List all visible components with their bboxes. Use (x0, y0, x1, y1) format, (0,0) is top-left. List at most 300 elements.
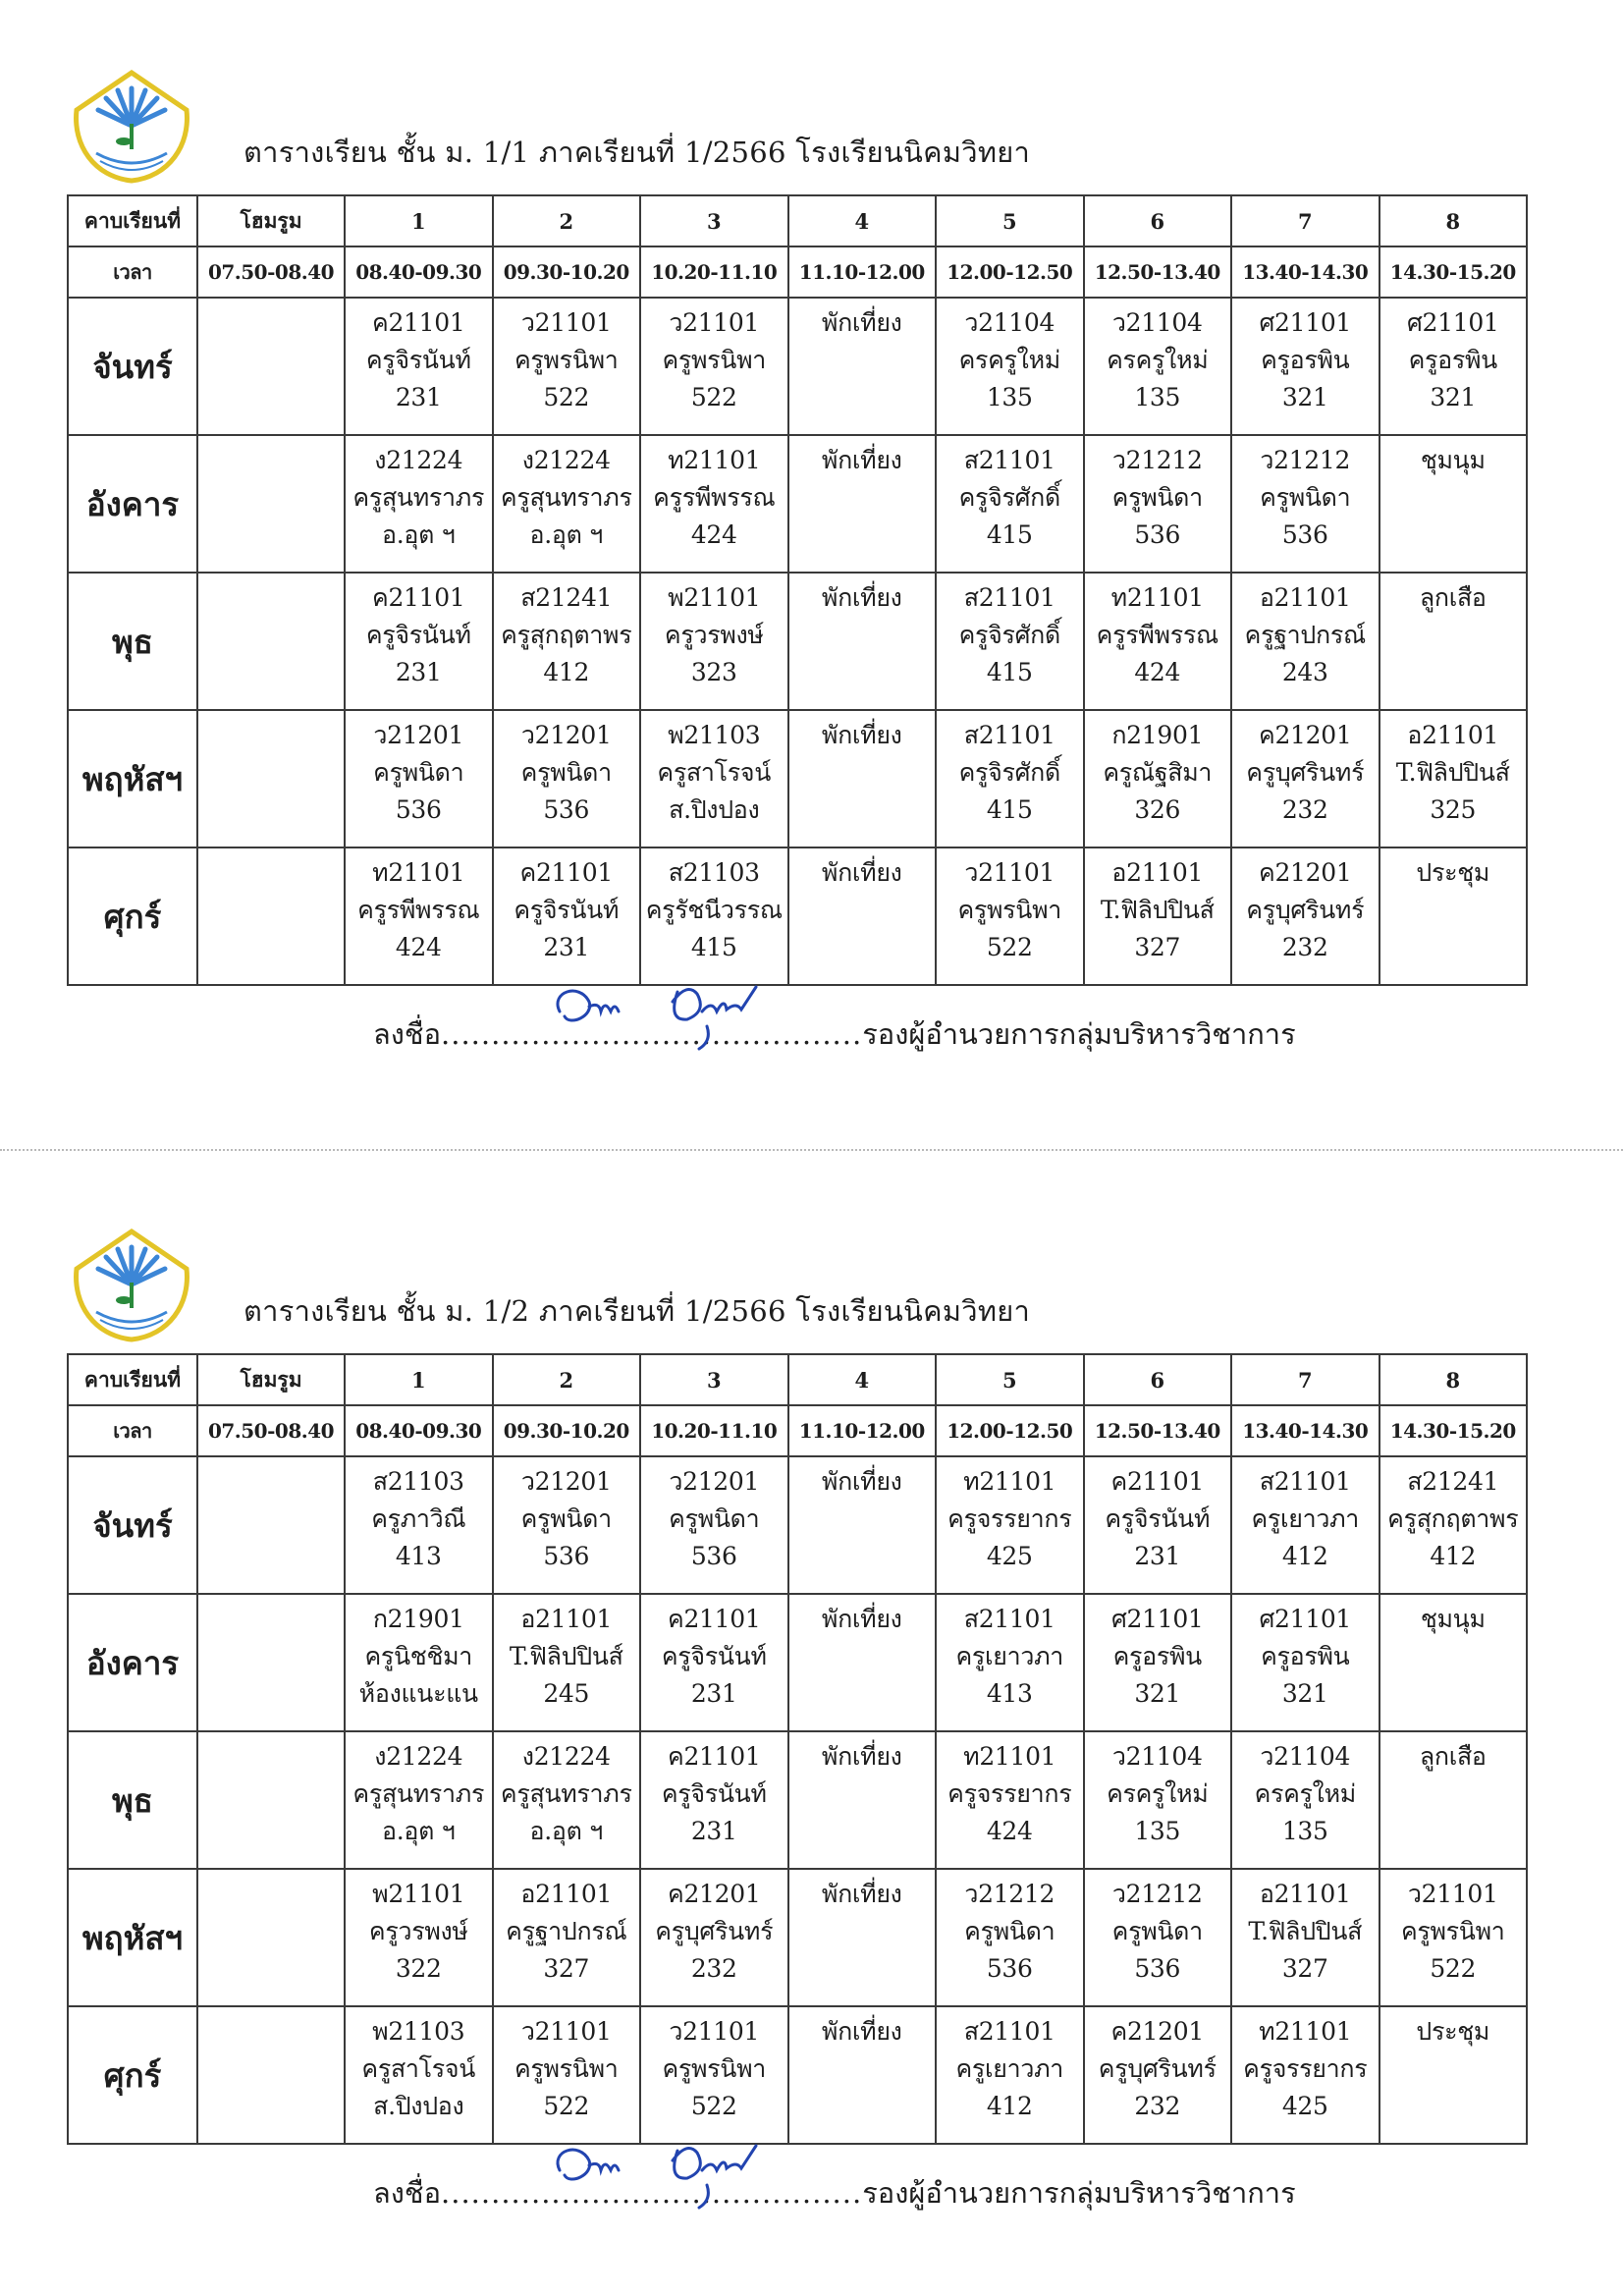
room-label: 135 (1281, 1817, 1328, 1845)
period-cell (493, 710, 641, 847)
period-time: 14.30-15.20 (1380, 1405, 1528, 1456)
subject-code: ท21101 (1110, 583, 1204, 612)
period-cell (1084, 1731, 1232, 1869)
teacher-name: ครครูใหม่ (1107, 346, 1209, 374)
period-cell (1231, 710, 1380, 847)
period-cell (936, 2006, 1084, 2144)
day-row (68, 1731, 1527, 1869)
subject-code: ว21104 (1260, 1742, 1351, 1771)
time-row (68, 246, 1527, 298)
subject-code: ค21101 (519, 858, 613, 887)
subject-code: พ21103 (668, 721, 761, 749)
page-divider (0, 1149, 1623, 1151)
homeroom-cell (197, 847, 345, 985)
homeroom-cell (197, 1456, 345, 1594)
day-row (68, 298, 1527, 435)
room-label: 231 (543, 933, 590, 961)
period-cell (788, 435, 937, 573)
room-label: 135 (1134, 1817, 1181, 1845)
schedule-title: ตารางเรียน ชั้น ม. 1/1 ภาคเรียนที่ 1/2566 โรงเรียนนิคมวิทยา (243, 136, 1031, 169)
sign-position: รองผู้อำนวยการกลุ่มบริหารวิชาการ (862, 1017, 1296, 1051)
room-label: 231 (690, 1817, 737, 1845)
teacher-name: ครูพรนิพา (514, 346, 619, 374)
period-cell (1380, 2006, 1528, 2144)
teacher-name: T.ฟิลิปปินส์ (1248, 1917, 1363, 1945)
room-label: 424 (690, 520, 737, 549)
period-cell (1084, 1869, 1232, 2006)
teacher-name: ครูจิรนันท์ (514, 896, 620, 924)
teacher-name: ครครูใหม่ (958, 346, 1060, 374)
room-label: 413 (395, 1542, 442, 1570)
subject-code: ท21101 (963, 1742, 1056, 1771)
subject-code: อ21101 (520, 1605, 613, 1633)
room-label: 415 (986, 658, 1033, 686)
room-label: 522 (543, 2092, 590, 2120)
period-cell (1380, 298, 1528, 435)
room-label: 522 (690, 383, 737, 411)
room-label: 326 (1134, 795, 1181, 824)
room-label: 413 (986, 1679, 1033, 1708)
teacher-name: ครครูใหม่ (1254, 1779, 1356, 1808)
teacher-name: ครูจิรนันท์ (661, 1779, 767, 1808)
subject-code: ท21101 (372, 858, 465, 887)
teacher-name: ครูพนิดา (373, 758, 464, 787)
teacher-name: ครูรพีพรรณ (357, 896, 480, 924)
period-cell (1380, 1594, 1528, 1731)
teacher-name: ครูอรพิน (1112, 1642, 1202, 1670)
activity-label: ชุมนุม (1420, 446, 1486, 474)
period-cell (1231, 298, 1380, 435)
period-cell (640, 710, 788, 847)
room-label: 327 (543, 1954, 590, 1983)
period-cell (788, 2006, 937, 2144)
period-cell (936, 710, 1084, 847)
room-label: 321 (1134, 1679, 1181, 1708)
period-cell (345, 298, 493, 435)
period-number: 3 (640, 1354, 788, 1405)
subject-code: ว21101 (669, 2017, 760, 2046)
room-label: ส.ปิงปอง (669, 795, 760, 824)
period-cell (640, 1456, 788, 1594)
period-cell (345, 2006, 493, 2144)
signature-line (373, 2170, 1296, 2215)
subject-code: อ21101 (1259, 1880, 1351, 1908)
subject-code: ง21224 (521, 1742, 611, 1771)
teacher-name: ครูภาวิณี (371, 1504, 466, 1533)
teacher-name: ครูรพีพรรณ (1096, 621, 1218, 649)
period-header-row (68, 195, 1527, 246)
teacher-name: ครูพรนิพา (1400, 1917, 1505, 1945)
period-header-row (68, 1354, 1527, 1405)
activity-label: พักเที่ยง (821, 858, 902, 887)
teacher-name: ครูพรนิพา (662, 2054, 767, 2083)
period-cell (1084, 298, 1232, 435)
teacher-name: ครูจิรนันท์ (365, 346, 471, 374)
room-label: 522 (690, 2092, 737, 2120)
period-cell (1231, 573, 1380, 710)
period-cell (1231, 1594, 1380, 1731)
subject-code: ท21101 (1259, 2017, 1352, 2046)
period-cell (493, 1594, 641, 1731)
period-cell (788, 1594, 937, 1731)
day-name: จันทร์ (68, 1456, 197, 1594)
teacher-name: ครูรพีพรรณ (653, 483, 776, 512)
subject-code: ศ21101 (1406, 308, 1499, 337)
subject-code: ว21104 (964, 308, 1055, 337)
period-cell (936, 1869, 1084, 2006)
signature-line (373, 1011, 1296, 1057)
room-label: 536 (395, 795, 442, 824)
period-time: 11.10-12.00 (788, 1405, 937, 1456)
homeroom-cell (197, 298, 345, 435)
teacher-name: ครูเยาวภา (1251, 1504, 1360, 1533)
period-number: 2 (493, 195, 641, 246)
homeroom-time: 07.50-08.40 (197, 1405, 345, 1456)
teacher-name: ครูบุศรินทร์ (1098, 2054, 1217, 2083)
teacher-name: ครูพนิดา (1111, 483, 1203, 512)
period-cell (1231, 847, 1380, 985)
period-cell (640, 573, 788, 710)
room-label: 424 (1134, 658, 1181, 686)
subject-code: ค21201 (668, 1880, 761, 1908)
teacher-name: ครูนิชชิมา (364, 1642, 473, 1670)
teacher-name: ครูสุนทราภร (500, 483, 632, 512)
period-cell (345, 1456, 493, 1594)
room-label: 415 (690, 933, 737, 961)
period-cell (493, 1869, 641, 2006)
subject-code: ว21101 (669, 308, 760, 337)
period-cell (788, 1731, 937, 1869)
day-row (68, 1594, 1527, 1731)
room-label: 325 (1430, 795, 1477, 824)
schedule-title: ตารางเรียน ชั้น ม. 1/2 ภาคเรียนที่ 1/2566 โรงเรียนนิคมวิทยา (243, 1294, 1031, 1328)
teacher-name: ครูจิรศักดิ์ (958, 483, 1060, 512)
period-number: 5 (936, 195, 1084, 246)
sign-prefix: ลงชื่อ (373, 1017, 442, 1051)
activity-label: พักเที่ยง (821, 2017, 902, 2046)
period-cell (788, 573, 937, 710)
room-label: 536 (543, 1542, 590, 1570)
room-label: 243 (1281, 658, 1328, 686)
period-cell (1231, 1456, 1380, 1594)
teacher-name: ครูจิรนันท์ (1105, 1504, 1211, 1533)
period-time: 09.30-10.20 (493, 246, 641, 298)
teacher-name: ครูพนิดา (1260, 483, 1351, 512)
day-row (68, 847, 1527, 985)
homeroom-label: โฮมรูม (197, 195, 345, 246)
time-label: เวลา (68, 246, 197, 298)
subject-code: อ21101 (1407, 721, 1499, 749)
period-cell (345, 1731, 493, 1869)
subject-code: ค21101 (1110, 1467, 1204, 1496)
subject-code: ว21201 (520, 721, 612, 749)
room-label: 412 (1281, 1542, 1328, 1570)
subject-code: ศ21101 (1110, 1605, 1204, 1633)
time-label: เวลา (68, 1405, 197, 1456)
room-label: 135 (1134, 383, 1181, 411)
room-label: 231 (395, 658, 442, 686)
teacher-name: ครูเยาวภา (955, 1642, 1064, 1670)
activity-label: พักเที่ยง (821, 1880, 902, 1908)
period-time: 13.40-14.30 (1231, 246, 1380, 298)
day-row (68, 435, 1527, 573)
period-cell (936, 1456, 1084, 1594)
period-time: 12.50-13.40 (1084, 1405, 1232, 1456)
subject-code: ส21103 (372, 1467, 464, 1496)
room-label: 245 (543, 1679, 590, 1708)
period-cell (493, 573, 641, 710)
period-cell (1084, 847, 1232, 985)
period-label: คาบเรียนที่ (68, 1354, 197, 1405)
teacher-name: T.ฟิลิปปินส์ (509, 1642, 623, 1670)
subject-code: ว21101 (964, 858, 1055, 887)
period-cell (936, 298, 1084, 435)
teacher-name: ครูจรรยากร (1243, 2054, 1368, 2083)
subject-code: ง21224 (374, 446, 463, 474)
teacher-name: ครูจิรศักดิ์ (958, 621, 1060, 649)
teacher-name: ครูรัชนีวรรณ (645, 896, 783, 924)
subject-code: ส21101 (963, 1605, 1055, 1633)
period-number: 6 (1084, 1354, 1232, 1405)
period-cell (1380, 1456, 1528, 1594)
teacher-name: ครูสุกฤตาพร (501, 621, 632, 649)
period-cell (345, 1594, 493, 1731)
period-cell (345, 435, 493, 573)
period-cell (1380, 435, 1528, 573)
teacher-name: ครูณัฐสิมา (1103, 758, 1213, 787)
period-number: 1 (345, 1354, 493, 1405)
subject-code: พ21101 (372, 1880, 465, 1908)
period-time: 13.40-14.30 (1231, 1405, 1380, 1456)
period-cell (788, 1869, 937, 2006)
activity-label: พักเที่ยง (821, 308, 902, 337)
period-cell (936, 1594, 1084, 1731)
room-label: 424 (395, 933, 442, 961)
subject-code: พ21101 (668, 583, 761, 612)
room-label: 415 (986, 795, 1033, 824)
subject-code: ว21212 (1260, 446, 1351, 474)
teacher-name: ครูบุศรินทร์ (1246, 758, 1365, 787)
period-number: 4 (788, 195, 937, 246)
period-cell (936, 435, 1084, 573)
room-label: 425 (1281, 2092, 1328, 2120)
room-label: 536 (986, 1954, 1033, 1983)
period-cell (493, 298, 641, 435)
subject-code: ก21901 (1111, 721, 1204, 749)
period-cell (1231, 1869, 1380, 2006)
room-label: 231 (1134, 1542, 1181, 1570)
period-cell (1380, 1869, 1528, 2006)
subject-code: ว21101 (520, 308, 612, 337)
subject-code: อ21101 (1259, 583, 1351, 612)
teacher-name: ครูจรรยากร (947, 1779, 1072, 1808)
period-time: 12.00-12.50 (936, 1405, 1084, 1456)
activity-label: ประชุม (1416, 2017, 1490, 2046)
period-cell (345, 710, 493, 847)
room-label: 415 (986, 520, 1033, 549)
room-label: อ.อุต ฯ (529, 1817, 603, 1845)
room-label: 323 (690, 658, 737, 686)
period-number: 6 (1084, 195, 1232, 246)
teacher-name: ครูพนิดา (520, 758, 612, 787)
activity-label: พักเที่ยง (821, 1742, 902, 1771)
logo-emblem-icon (77, 1231, 188, 1339)
day-row (68, 573, 1527, 710)
subject-code: ว21212 (1111, 1880, 1203, 1908)
subject-code: ค21101 (372, 583, 465, 612)
activity-label: ลูกเสือ (1419, 1742, 1487, 1771)
period-cell (640, 298, 788, 435)
room-label: 412 (543, 658, 590, 686)
room-label: อ.อุต ฯ (382, 1817, 456, 1845)
room-label: ส.ปิงปอง (373, 2092, 464, 2120)
subject-code: ท21101 (668, 446, 761, 474)
day-name: พฤหัสฯ (68, 1869, 197, 2006)
school-logo (67, 69, 196, 185)
period-time: 10.20-11.10 (640, 1405, 788, 1456)
homeroom-cell (197, 1594, 345, 1731)
room-label: 522 (543, 383, 590, 411)
subject-code: ว21104 (1111, 308, 1203, 337)
subject-code: อ21101 (520, 1880, 613, 1908)
period-cell (1084, 2006, 1232, 2144)
room-label: อ.อุต ฯ (382, 520, 456, 549)
room-label: 425 (986, 1542, 1033, 1570)
period-cell (493, 1456, 641, 1594)
day-row (68, 1456, 1527, 1594)
subject-code: ส21241 (520, 583, 613, 612)
subject-code: ส21241 (1407, 1467, 1499, 1496)
period-cell (493, 435, 641, 573)
period-number: 3 (640, 195, 788, 246)
subject-code: ส21101 (963, 2017, 1055, 2046)
day-row (68, 2006, 1527, 2144)
activity-label: ลูกเสือ (1419, 583, 1487, 612)
activity-label: พักเที่ยง (821, 446, 902, 474)
subject-code: ศ21101 (1259, 308, 1352, 337)
room-label: 536 (543, 795, 590, 824)
room-label: 412 (1430, 1542, 1477, 1570)
subject-code: พ21103 (372, 2017, 465, 2046)
teacher-name: ครูสุนทราภร (352, 483, 485, 512)
subject-code: ศ21101 (1259, 1605, 1352, 1633)
room-label: 232 (1134, 2092, 1181, 2120)
teacher-name: ครูจิรนันท์ (661, 1642, 767, 1670)
homeroom-cell (197, 1731, 345, 1869)
school-logo (67, 1228, 196, 1343)
subject-code: ว21201 (520, 1467, 612, 1496)
activity-label: ประชุม (1416, 858, 1490, 887)
subject-code: ง21224 (374, 1742, 463, 1771)
teacher-name: ครูพรนิพา (514, 2054, 619, 2083)
period-cell (1380, 710, 1528, 847)
subject-code: ค21201 (1259, 721, 1352, 749)
room-label: 522 (1430, 1954, 1477, 1983)
teacher-name: ครูวรพงษ์ (664, 621, 764, 649)
room-label: ห้องแนะแน (358, 1679, 478, 1708)
room-label: 536 (1281, 520, 1328, 549)
period-time: 09.30-10.20 (493, 1405, 641, 1456)
day-name: อังคาร (68, 435, 197, 573)
period-time: 12.00-12.50 (936, 246, 1084, 298)
room-label: 424 (986, 1817, 1033, 1845)
room-label: 135 (986, 383, 1033, 411)
period-cell (788, 847, 937, 985)
teacher-name: ครูพรนิพา (957, 896, 1062, 924)
activity-label: พักเที่ยง (821, 1605, 902, 1633)
period-cell (788, 1456, 937, 1594)
subject-code: อ21101 (1111, 858, 1204, 887)
subject-code: ค21101 (668, 1742, 761, 1771)
period-cell (345, 573, 493, 710)
period-cell (788, 710, 937, 847)
teacher-name: ครูพนิดา (964, 1917, 1055, 1945)
period-cell (1380, 847, 1528, 985)
teacher-name: ครูจิรศักดิ์ (958, 758, 1060, 787)
period-number: 1 (345, 195, 493, 246)
subject-code: ว21101 (520, 2017, 612, 2046)
period-number: 4 (788, 1354, 937, 1405)
subject-code: ว21101 (1407, 1880, 1498, 1908)
period-cell (640, 1869, 788, 2006)
period-label: คาบเรียนที่ (68, 195, 197, 246)
sign-position: รองผู้อำนวยการกลุ่มบริหารวิชาการ (862, 2176, 1296, 2210)
teacher-name: ครูสุนทราภร (352, 1779, 485, 1808)
subject-code: ว21201 (669, 1467, 760, 1496)
sign-prefix: ลงชื่อ (373, 2176, 442, 2210)
subject-code: ส21101 (963, 583, 1055, 612)
activity-label: พักเที่ยง (821, 583, 902, 612)
period-cell (936, 847, 1084, 985)
teacher-name: ครูสาโรจน์ (361, 2054, 476, 2083)
room-label: 327 (1134, 933, 1181, 961)
period-time: 14.30-15.20 (1380, 246, 1528, 298)
subject-code: ส21101 (1259, 1467, 1351, 1496)
handwritten-signature (540, 2131, 785, 2210)
day-row (68, 710, 1527, 847)
teacher-name: ครูพนิดา (520, 1504, 612, 1533)
teacher-name: T.ฟิลิปปินส์ (1395, 758, 1510, 787)
activity-label: ชุมนุม (1420, 1605, 1486, 1633)
handwritten-signature (540, 972, 785, 1051)
day-name: อังคาร (68, 1594, 197, 1731)
room-label: 322 (395, 1954, 442, 1983)
subject-code: ส21101 (963, 446, 1055, 474)
period-cell (1231, 435, 1380, 573)
room-label: 321 (1281, 383, 1328, 411)
period-time: 08.40-09.30 (345, 246, 493, 298)
period-cell (1084, 710, 1232, 847)
activity-label: พักเที่ยง (821, 1467, 902, 1496)
teacher-name: ครครูใหม่ (1107, 1779, 1209, 1808)
room-label: 536 (1134, 1954, 1181, 1983)
day-row (68, 1869, 1527, 2006)
period-number: 5 (936, 1354, 1084, 1405)
day-name: ศุกร์ (68, 2006, 197, 2144)
period-cell (493, 847, 641, 985)
homeroom-cell (197, 710, 345, 847)
period-cell (640, 1594, 788, 1731)
subject-code: ค21201 (1259, 858, 1352, 887)
room-label: 327 (1281, 1954, 1328, 1983)
teacher-name: ครูบุศรินทร์ (1246, 896, 1365, 924)
sign-dots: .......................................... (441, 1017, 863, 1051)
subject-code: ส21101 (963, 721, 1055, 749)
room-label: 232 (690, 1954, 737, 1983)
day-name: พุธ (68, 1731, 197, 1869)
teacher-name: ครูพรนิพา (662, 346, 767, 374)
teacher-name: ครูอรพิน (1261, 346, 1350, 374)
